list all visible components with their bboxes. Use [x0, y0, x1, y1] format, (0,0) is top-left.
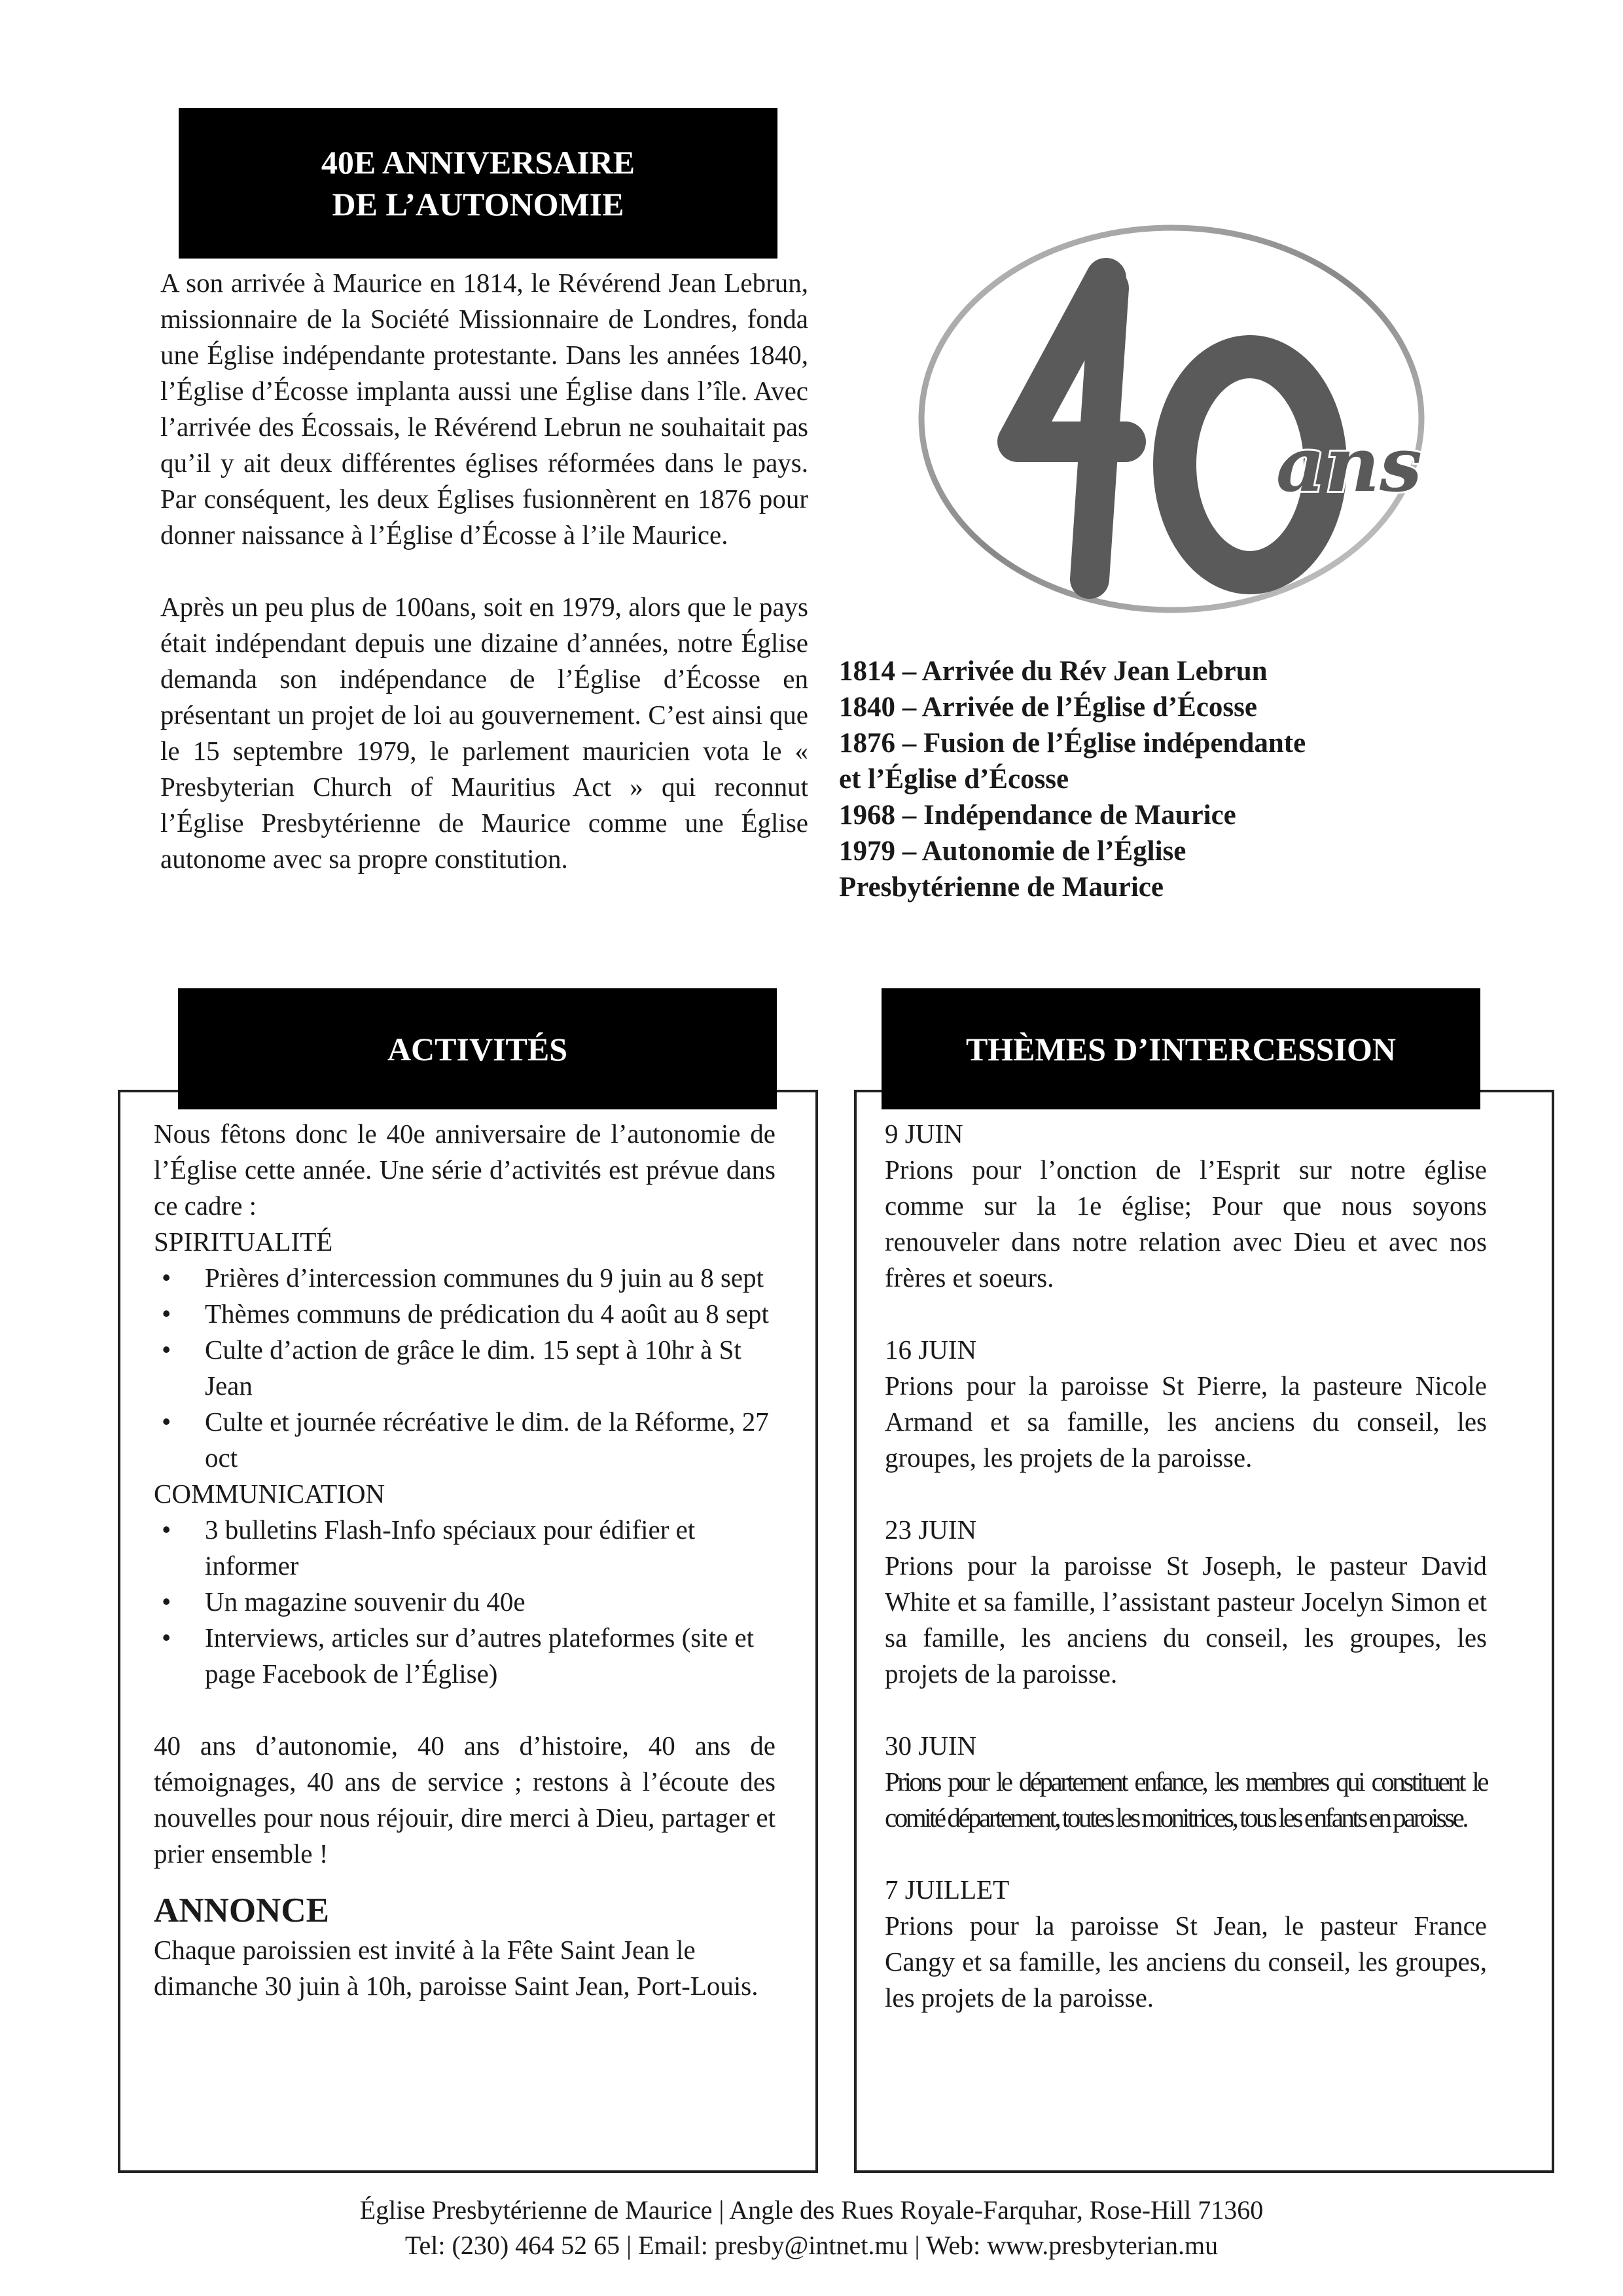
activites-intro: Nous fêtons donc le 40e anniversaire de l’autonomie de l’Église cette année. Une série d’activités est prévue dans ce cadre :	[154, 1119, 776, 1221]
theme-date: 7 JUILLET	[885, 1874, 1010, 1905]
activites-content	[154, 1116, 776, 2004]
list-item: • Un magazine souvenir du 40e	[154, 1584, 776, 1620]
spiritualite-list	[154, 1260, 776, 1476]
themes-content	[885, 1116, 1487, 2016]
themes-title: THÈMES D’INTERCESSION	[882, 988, 1480, 1109]
activites-title: ACTIVITÉS	[178, 988, 777, 1109]
list-item: • Thèmes communs de prédication du 4 août au 8 sept	[154, 1296, 776, 1332]
bullet: •	[162, 1623, 171, 1653]
timeline-item: 1876 – Fusion de l’Église indépendante	[839, 728, 1306, 759]
timeline-item: 1968 – Indépendance de Maurice	[839, 800, 1236, 831]
theme-entry	[885, 1728, 1487, 1836]
spiritualite-label: SPIRITUALITÉ	[154, 1227, 333, 1257]
bullet: •	[162, 1263, 171, 1293]
theme-entry	[885, 1116, 1487, 1296]
list-item: • Culte et journée récréative le dim. de la Réforme, 27 oct	[154, 1404, 776, 1476]
theme-date: 9 JUIN	[885, 1119, 963, 1149]
logo-suffix: ans	[1276, 421, 1422, 509]
list-item: • Prières d’intercession communes du 9 juin au 8 sept	[154, 1260, 776, 1296]
communication-label: COMMUNICATION	[154, 1479, 385, 1509]
bullet: •	[162, 1407, 171, 1437]
theme-entry	[885, 1332, 1487, 1476]
forty-years-logo	[910, 216, 1433, 622]
annonce-title: ANNONCE	[154, 1892, 329, 1929]
list-item: • Culte d’action de grâce le dim. 15 sept à 10hr à St Jean	[154, 1332, 776, 1404]
communication-list	[154, 1512, 776, 1692]
theme-text: Prions pour l’onction de l’Esprit sur notre église comme sur la 1e église; Pour que nous soyons renouveler dans notre relation avec Dieu et avec nos frères et soeurs.	[885, 1155, 1487, 1293]
timeline-item: 1979 – Autonomie de l’Église	[839, 836, 1186, 867]
theme-date: 16 JUIN	[885, 1335, 977, 1365]
timeline-item: Presbytérienne de Maurice	[839, 872, 1164, 903]
footer-address: Église Presbytérienne de Maurice | Angle des Rues Royale-Farquhar, Rose-Hill 71360	[359, 2195, 1264, 2225]
bullet: •	[162, 1587, 171, 1617]
page-title-line2: DE L’AUTONOMIE	[332, 186, 624, 223]
theme-text: Prions pour le département enfance, les membres qui constituent le comité département, toutes les monitrices, tous les enfants en paroisse.	[885, 1767, 1487, 1833]
theme-text: Prions pour la paroisse St Pierre, la pasteure Nicole Armand et sa famille, les anciens du conseil, les groupes, les projets de la paroisse.	[885, 1371, 1487, 1473]
page-title	[179, 108, 777, 259]
timeline-item: 1840 – Arrivée de l’Église d’Écosse	[839, 692, 1257, 723]
intro-text	[160, 265, 808, 877]
timeline	[839, 653, 1493, 905]
activites-closing: 40 ans d’autonomie, 40 ans d’histoire, 40 ans de témoignages, 40 ans de service ; restons à l’écoute des nouvelles pour nous réjouir, dire merci à Dieu, partager et prier ensemble !	[154, 1731, 776, 1869]
bullet: •	[162, 1515, 171, 1545]
intro-paragraph-1: A son arrivée à Maurice en 1814, le Révérend Jean Lebrun, missionnaire de la Société Missionnaire de Londres, fonda une Église indépendante protestante. Dans les années 1840, l’Église d’Écosse implanta aussi une Église dans l’île. Avec l’arrivée des Écossais, le Révérend Lebrun ne souhaitait pas qu’il y ait deux différentes églises réformées dans le pays. Par conséquent, les deux Églises fusionnèrent en 1876 pour donner naissance à l’Église d’Écosse à l’ile Maurice.	[160, 268, 808, 550]
timeline-item: 1814 – Arrivée du Rév Jean Lebrun	[839, 656, 1268, 687]
bullet: •	[162, 1335, 171, 1365]
theme-entry	[885, 1512, 1487, 1692]
bullet: •	[162, 1299, 171, 1329]
theme-date: 23 JUIN	[885, 1515, 977, 1545]
timeline-item: et l’Église d’Écosse	[839, 764, 1069, 795]
footer	[0, 2193, 1623, 2263]
list-item: • 3 bulletins Flash-Info spéciaux pour édifier et informer	[154, 1512, 776, 1584]
footer-contact: Tel: (230) 464 52 65 | Email: presby@intnet.mu | Web: www.presbyterian.mu	[404, 2231, 1219, 2260]
intro-paragraph-2: Après un peu plus de 100ans, soit en 1979, alors que le pays était indépendant depuis une dizaine d’années, notre Église demanda son indépendance de l’Église d’Écosse en présentant un projet de loi au gouvernement. C’est ainsi que le 15 septembre 1979, le parlement mauricien vota le « Presbyterian Church of Mauritius Act » qui reconnut l’Église Presbytérienne de Maurice comme une Église autonome avec sa propre constitution.	[160, 592, 808, 874]
theme-text: Prions pour la paroisse St Jean, le pasteur France Cangy et sa famille, les anciens du conseil, les groupes, les projets de la paroisse.	[885, 1910, 1487, 2013]
theme-text: Prions pour la paroisse St Joseph, le pasteur David White et sa famille, l’assistant pasteur Jocelyn Simon et sa famille, les anciens du conseil, les groupes, les projets de la paroisse.	[885, 1551, 1487, 1689]
page-title-line1: 40E ANNIVERSAIRE	[321, 144, 635, 181]
list-item: • Interviews, articles sur d’autres plateformes (site et page Facebook de l’Église)	[154, 1620, 776, 1692]
theme-date: 30 JUIN	[885, 1731, 977, 1761]
theme-entry	[885, 1872, 1487, 2016]
annonce-text: Chaque paroissien est invité à la Fête Saint Jean le dimanche 30 juin à 10h, paroisse Saint Jean, Port-Louis.	[154, 1935, 758, 2001]
